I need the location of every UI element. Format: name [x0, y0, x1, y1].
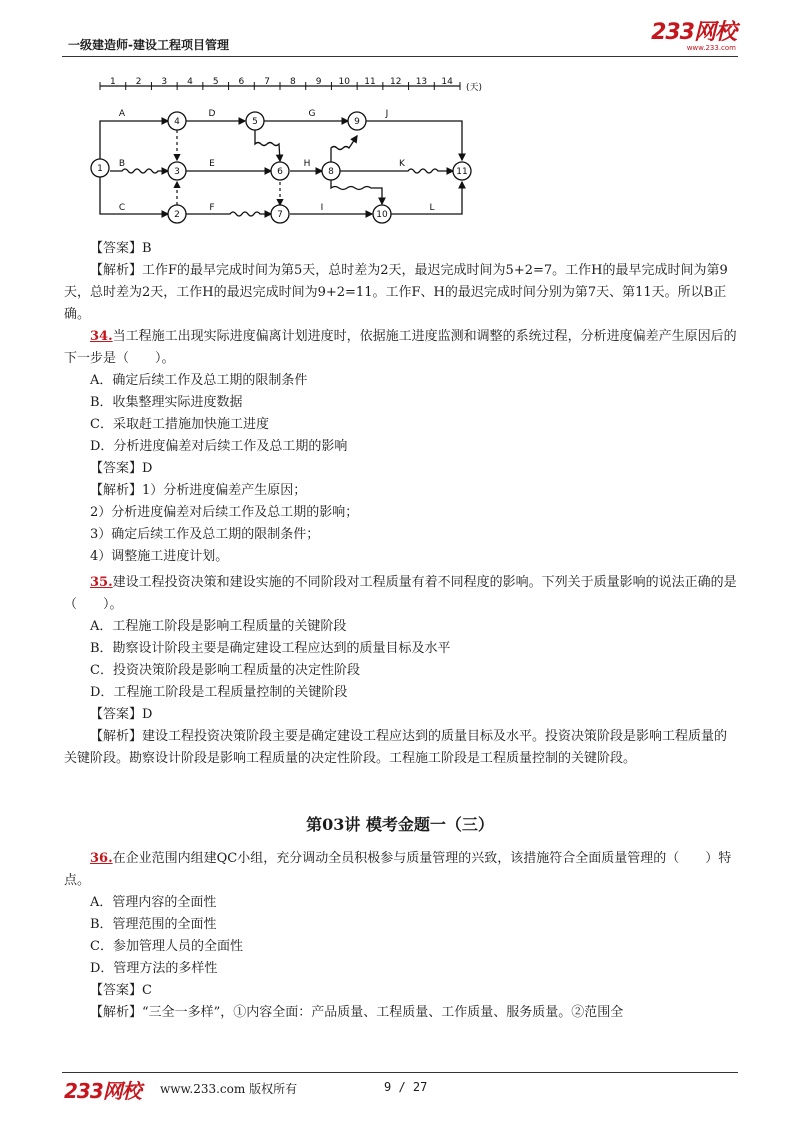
q36-block	[64, 848, 738, 1024]
activity-label: D	[208, 109, 216, 119]
scale-label: 14	[441, 77, 453, 87]
activity-label: C	[118, 203, 126, 213]
node-label: 7	[277, 210, 283, 220]
scale-label: 5	[212, 77, 219, 87]
node-label: 10	[376, 210, 388, 220]
footer-copyright: www.233.com 版权所有	[160, 1082, 298, 1096]
scale-label: 3	[161, 77, 168, 87]
q34-option: A．确定后续工作及总工期的限制条件	[90, 373, 308, 388]
footer-logo[interactable]: 233网校	[64, 1079, 141, 1103]
q36-answer: 【答案】C	[90, 983, 152, 998]
activity-label: B	[118, 159, 126, 169]
node-label: 4	[174, 117, 180, 127]
node-label: 6	[277, 167, 283, 177]
q36-option: B．管理范围的全面性	[90, 917, 217, 932]
q34-stem: 当工程施工出现实际进度偏离计划进度时，依据施工进度监测和调整的系统过程，分析进度偏差产生原因后的下一步是（ ）。	[64, 329, 737, 366]
activity-label: H	[303, 159, 311, 169]
scale-label: 1	[109, 77, 116, 87]
q34-option: D．分析进度偏差对后续工作及总工期的影响	[90, 439, 348, 454]
brand-logo[interactable]	[651, 22, 736, 52]
q34-analysis-line: 3）确定后续工作及总工期的限制条件；	[90, 527, 320, 542]
q35-option: B．勘察设计阶段主要是确定建设工程应达到的质量目标及水平	[90, 641, 451, 656]
q34-number: 34.	[90, 329, 113, 344]
q34-block	[64, 326, 738, 568]
q35-option: A．工程施工阶段是影响工程质量的关键阶段	[90, 619, 347, 634]
activity-label: G	[308, 109, 316, 119]
network-diagram	[82, 76, 482, 236]
page-number: 9 / 27	[384, 1080, 428, 1094]
section-title: 第03讲 模考金题一（三）	[306, 815, 494, 834]
scale-label: 7	[264, 77, 271, 87]
q35-option: C．投资决策阶段是影响工程质量的决定性阶段	[90, 663, 360, 678]
q35-option: D．工程施工阶段是工程质量控制的关键阶段	[90, 685, 348, 700]
scale-label: 11	[364, 77, 376, 87]
logo-main: 233网校	[651, 20, 736, 45]
q36-analysis: 【解析】“三全一多样”，①内容全面：产品质量、工程质量、工作质量、服务质量。②范围全	[90, 1005, 624, 1020]
q34-option: B．收集整理实际进度数据	[90, 395, 243, 410]
activity-label: L	[429, 203, 435, 213]
activity-label: F	[209, 203, 215, 213]
q34-option: C．采取赶工措施加快施工进度	[90, 417, 269, 432]
node-label: 2	[174, 210, 180, 220]
q35-analysis: 【解析】建设工程投资决策阶段主要是确定建设工程应达到的质量目标及水平。投资决策阶段是影响工程质量的关键阶段。勘察设计阶段是影响工程质量的决定性阶段。工程施工阶段是工程质量控制的关键阶段。	[64, 729, 728, 766]
node-label: 1	[97, 164, 103, 174]
scale-label: 13	[415, 77, 428, 87]
activity-label: I	[320, 203, 324, 213]
scale-label: 10	[338, 77, 351, 87]
q35-stem: 建设工程投资决策和建设实施的不同阶段对工程质量有着不同程度的影响。下列关于质量影响的说法正确的是（ ）。	[64, 575, 737, 612]
q36-option: A．管理内容的全面性	[90, 895, 217, 910]
q34-analysis-line: 2）分析进度偏差对后续工作及总工期的影响；	[90, 505, 359, 520]
logo-url: www.233.com	[686, 44, 736, 52]
q35-number: 35.	[90, 575, 113, 590]
q36-number: 36.	[90, 851, 113, 866]
q33-answer: 【答案】B	[90, 241, 152, 256]
scale-label: 9	[315, 77, 322, 87]
scale-unit: (天)	[466, 83, 482, 93]
q35-block	[64, 572, 738, 770]
q36-stem: 在企业范围内组建QC小组，充分调动全员积极参与质量管理的兴致，该措施符合全面质量管理的（ ）特点。	[64, 851, 732, 888]
activity-label: K	[399, 159, 405, 169]
activity-label: E	[209, 159, 215, 169]
q34-answer: 【答案】D	[90, 461, 153, 476]
node-label: 5	[252, 117, 258, 127]
node-label: 3	[174, 167, 180, 177]
q35-answer: 【答案】D	[90, 707, 153, 722]
node-label: 11	[456, 167, 468, 177]
q34-analysis-line: 4）调整施工进度计划。	[90, 549, 229, 564]
header-title: 一级建造师-建设工程项目管理	[68, 38, 229, 52]
scale-label: 2	[135, 77, 142, 87]
q33-block	[64, 238, 738, 326]
q33-analysis: 【解析】工作F的最早完成时间为第5天，总时差为2天，最迟完成时间为5+2=7。工作H的最早完成时间为第9天，总时差为2天，工作H的最迟完成时间为9+2=11。工作F、H的最迟完成时间分别为第7天、第11天。所以B正确。	[64, 263, 728, 322]
footer-divider	[62, 1072, 738, 1073]
q36-option: D．管理方法的多样性	[90, 961, 218, 976]
activity-label: A	[118, 109, 126, 119]
q34-analysis-line: 【解析】1）分析进度偏差产生原因；	[90, 483, 307, 498]
scale-label: 12	[389, 77, 402, 87]
scale-label: 4	[187, 77, 193, 87]
node-label: 9	[354, 117, 360, 127]
node-label: 8	[328, 167, 334, 177]
scale-label: 6	[238, 77, 245, 87]
activity-label: J	[385, 109, 389, 119]
q36-option: C．参加管理人员的全面性	[90, 939, 243, 954]
scale-label: 8	[289, 77, 296, 87]
header-divider	[62, 56, 738, 57]
